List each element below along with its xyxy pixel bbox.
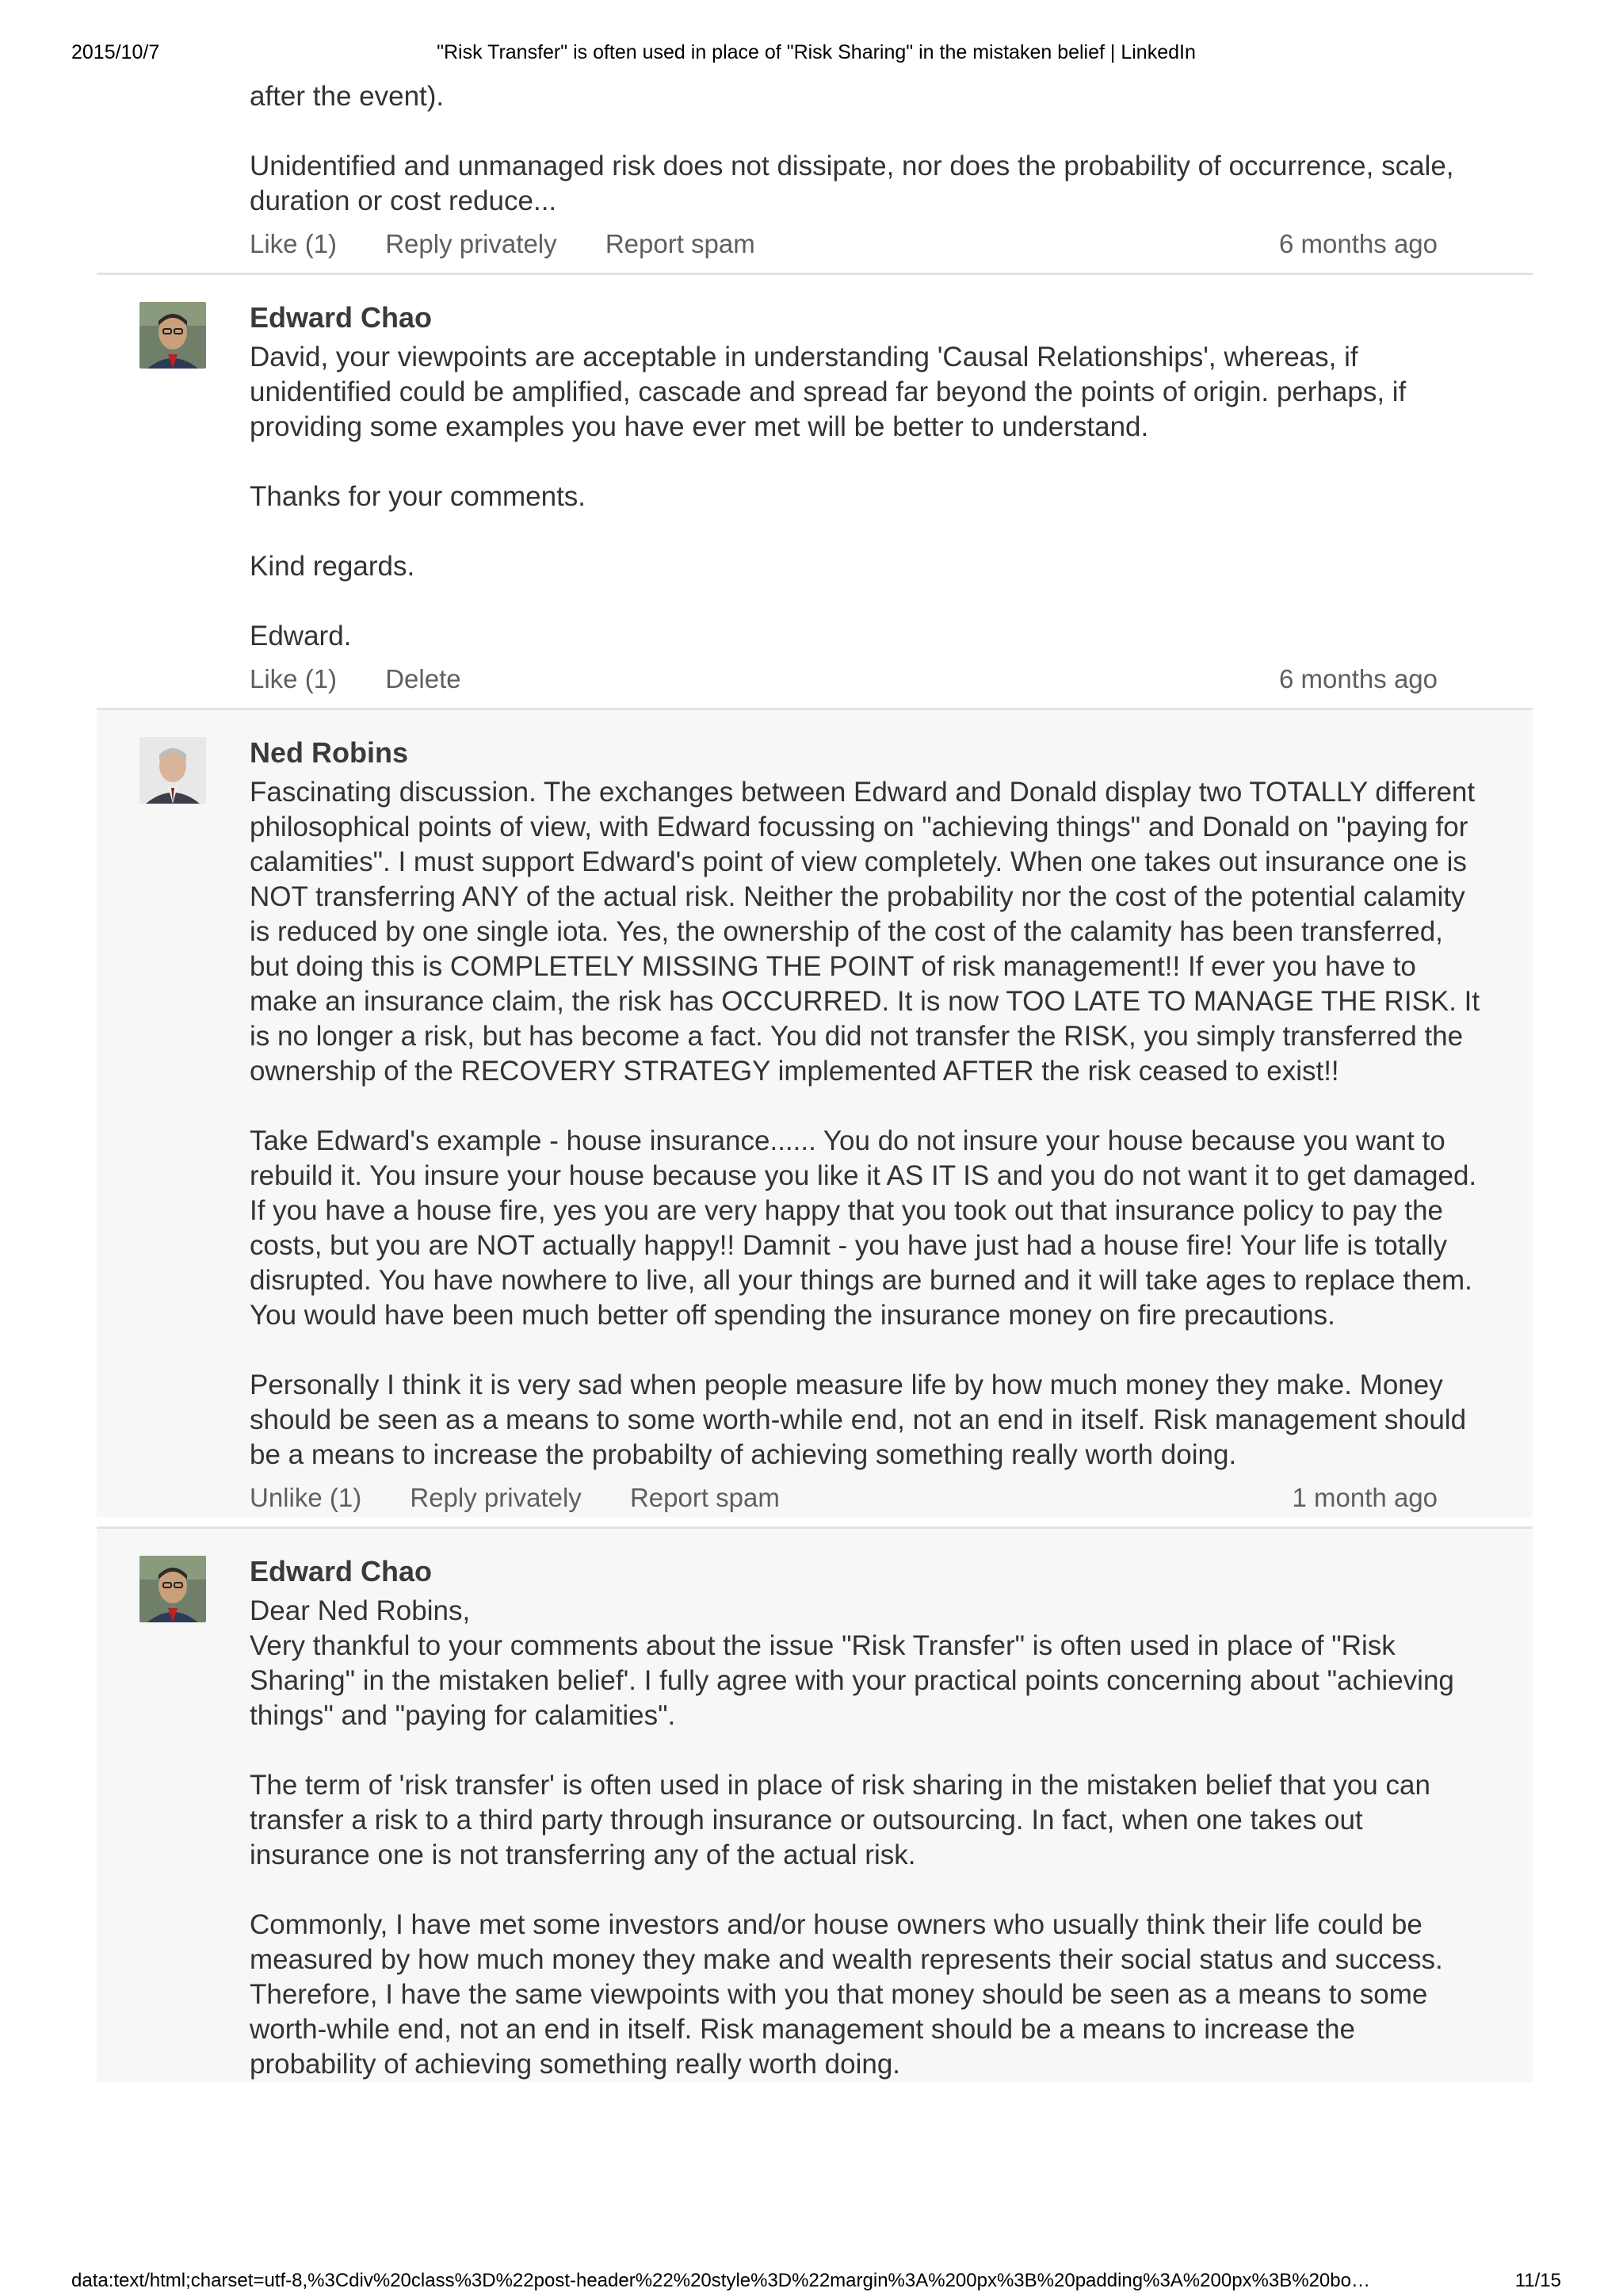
print-url: data:text/html;charset=utf-8,%3Cdiv%20class%3D%22post-header%22%20style%3D%22margin%3A%200px%3B%20padding%3A%200px%3B%20bo… [71,2270,1370,2291]
print-date: 2015/10/7 [71,41,160,63]
comment-author[interactable]: Edward Chao [250,301,433,334]
comment-timestamp: 1 month ago [1292,1483,1438,1512]
comment-actions [250,1473,1485,1517]
comment-actions [250,219,1485,263]
avatar[interactable] [139,1556,206,1622]
print-page-title: "Risk Transfer" is often used in place of "Risk Sharing" in the mistaken belief | LinkedIn [437,41,1196,63]
print-page-number: 11/15 [1514,2270,1561,2291]
comment-paragraph: Commonly, I have met some investors and/or house owners who usually think their life could be measured by how much money they make and wealth represents their social status and success. Therefore, I have the same viewpoints with you that money should be seen as a means to some worth-while end, not an end in itself. Risk management should be a means to increase the probability of achieving something really worth doing. [250,1909,1443,2080]
comment-body [250,1594,1485,2082]
comment-edward-chao-2 [97,1529,1533,2082]
comment-body [250,775,1485,1473]
comment-author[interactable]: Ned Robins [250,736,409,769]
comment-author[interactable]: Edward Chao [250,1555,433,1587]
print-footer [71,2270,1561,2294]
comment-timestamp: 6 months ago [1279,229,1438,258]
avatar-photo-icon [139,1556,206,1622]
like-link[interactable]: Like (1) [250,664,338,693]
reply-privately-link[interactable]: Reply privately [385,229,557,258]
comment-timestamp: 6 months ago [1279,664,1438,693]
comment-edward-chao-1 [97,275,1533,698]
avatar[interactable] [139,737,206,804]
comment-actions [250,654,1485,698]
comment-body [250,340,1485,654]
reply-privately-link[interactable]: Reply privately [410,1483,582,1512]
avatar[interactable] [139,302,206,369]
comment-text: Unidentified and unmanaged risk does not dissipate, nor does the probability of occurrence, scale, duration or cost reduce... [250,151,1454,216]
previous-comment-tail [97,79,1533,263]
comment-paragraph: Take Edward's example - house insurance...... You do not insure your house because you want to rebuild it. You insure your house because you like it AS IT IS and you do not want it to get damaged. If you have a house fire, yes you are very happy that you took out that insurance policy to pay the costs, but you are NOT actually happy!! Damnit - you have just had a house fire! Your life is totally disrupted. You have nowhere to live, all your things are burned and it will take ages to replace them. You would have been much better off spending the insurance money on fire precautions. [250,1125,1477,1331]
comment-paragraph: David, your viewpoints are acceptable in understanding 'Causal Relationships', whereas, if unidentified could be amplified, cascade and spread far beyond the points of origin. perhaps, if providing some examples you have ever met will be better to understand. [250,342,1407,442]
comment-ned-robins [97,710,1533,1517]
report-spam-link[interactable]: Report spam [629,1483,780,1512]
comment-paragraph: Thanks for your comments. [250,481,586,512]
comment-paragraph: Very thankful to your comments about the issue "Risk Transfer" is often used in place of "Risk Sharing" in the mistaken belief'. I fully agree with your practical points concerning about "achieving things" and "paying for calamities". [250,1630,1454,1731]
comment-text: after the event). [250,81,445,112]
comment-paragraph: The term of 'risk transfer' is often used in place of risk sharing in the mistaken belief that you can transfer a risk to a third party through insurance or outsourcing. In fact, when one takes out insurance one is not transferring any of the actual risk. [250,1770,1430,1870]
comments-page [97,79,1533,2082]
comment-paragraph: Edward. [250,621,352,651]
like-link[interactable]: Like (1) [250,229,338,258]
avatar-photo-icon [139,737,206,804]
delete-link[interactable]: Delete [385,664,461,693]
comment-paragraph: Kind regards. [250,551,415,582]
report-spam-link[interactable]: Report spam [605,229,755,258]
comment-paragraph: Fascinating discussion. The exchanges between Edward and Donald display two TOTALLY different philosophical points of view, with Edward focussing on "achieving things" and Donald on "paying for calamities". I must support Edward's point of view completely. When one takes out insurance one is NOT transferring ANY of the actual risk. Neither the probability nor the cost of the potential calamity is reduced by one single iota. Yes, the ownership of the cost of the calamity has been transferred, but doing this is COMPLETELY MISSING THE POINT of risk management!! If ever you have to make an insurance claim, the risk has OCCURRED. It is now TOO LATE TO MANAGE THE RISK. It is no longer a risk, but has become a fact. You did not transfer the RISK, you simply transferred the ownership of the RECOVERY STRATEGY implemented AFTER the risk ceased to exist!! [250,777,1480,1087]
comment-paragraph: Dear Ned Robins, [250,1595,471,1626]
unlike-link[interactable]: Unlike (1) [250,1483,362,1512]
print-header [71,41,1561,70]
comment-paragraph: Personally I think it is very sad when people measure life by how much money they make. Money should be seen as a means to some worth-while end, not an end in itself. Risk management should be a means to increase the probabilty of achieving something really worth doing. [250,1370,1467,1470]
avatar-photo-icon [139,302,206,369]
